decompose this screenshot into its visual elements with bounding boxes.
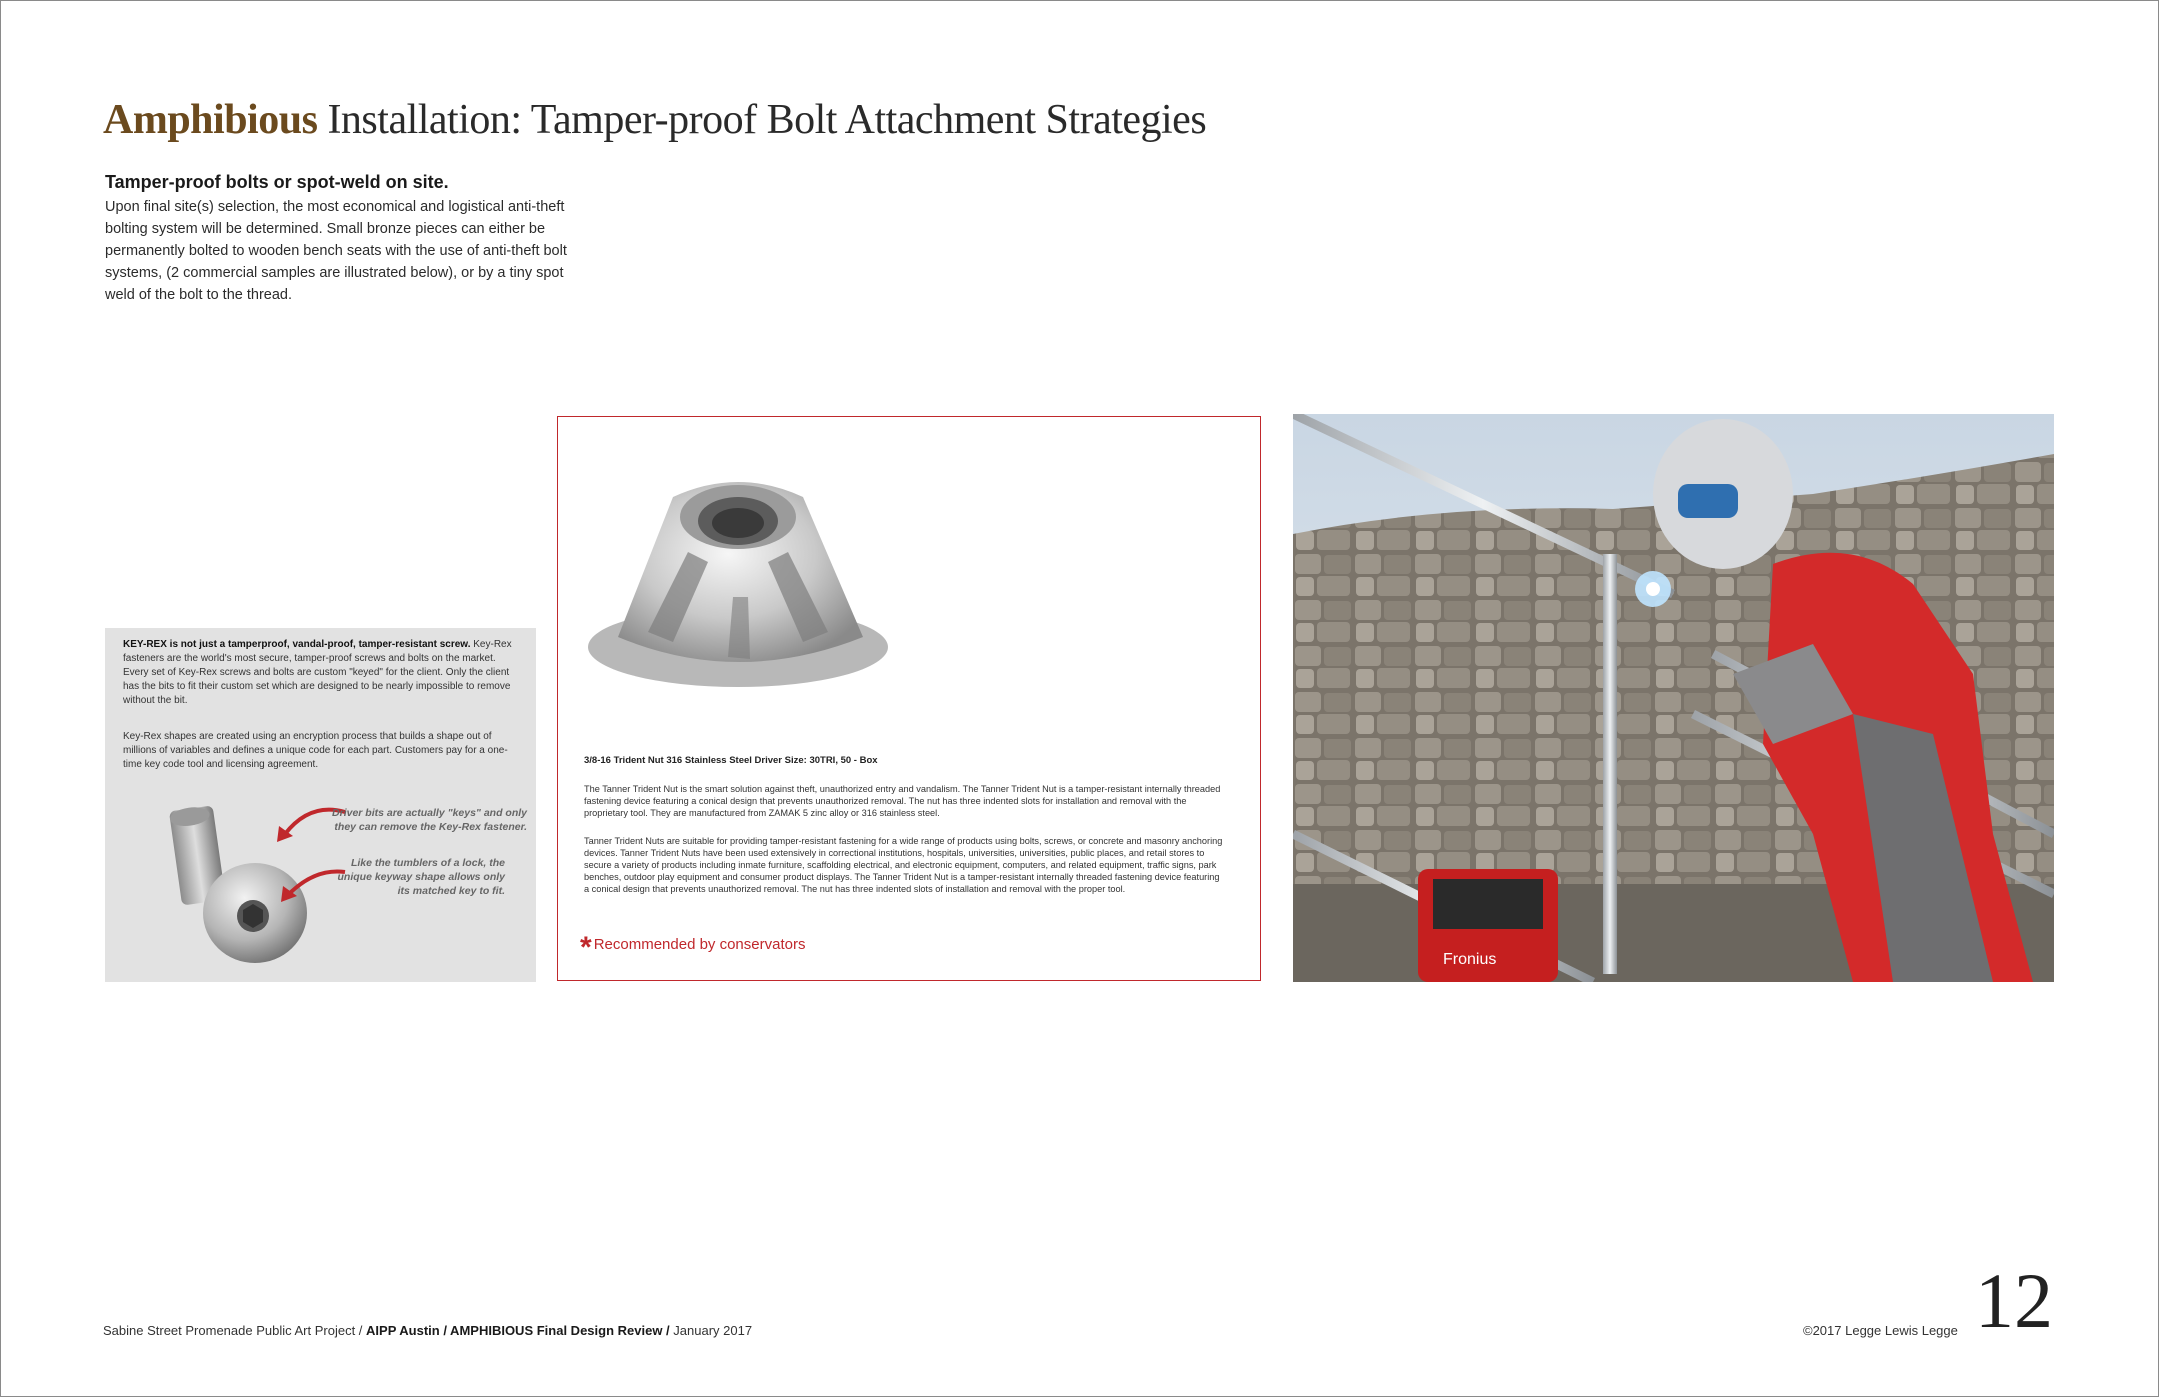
footer-date: January 2017	[669, 1323, 753, 1338]
welding-photo-illustration	[1293, 414, 2054, 982]
keyrex-lead: KEY-REX is not just a tamperproof, vandal-proof, tamper-resistant screw.	[123, 639, 471, 650]
recommended-note	[580, 931, 805, 965]
keyrex-paragraph-1	[111, 638, 530, 708]
footer-project: Sabine Street Promenade Public Art Project /	[103, 1323, 367, 1338]
page-number: 12	[1975, 1257, 2053, 1344]
title-brand: Amphibious	[103, 97, 318, 143]
trident-paragraph-1: The Tanner Trident Nut is the smart solution against theft, unauthorized entry and vandalism. The Tanner Trident Nut is a tamper-resistant internally threaded fastening device featuring a conical design that prevents unauthorized removal. The nut has three indented slots for installation and removal with the proprietary tool. They are manufactured from ZAMAK 5 zinc alloy or 316 stainless steel.	[584, 784, 1221, 818]
welding-photo	[1293, 414, 2054, 982]
recommended-text: Recommended by conservators	[593, 936, 806, 953]
footer-review: AIPP Austin / AMPHIBIOUS Final Design Review /	[366, 1323, 670, 1338]
footer-copyright: ©2017 Legge Lewis Legge	[1803, 1323, 1958, 1338]
machine-brand-label: Fronius	[1443, 951, 1497, 968]
intro-section	[105, 172, 585, 306]
keyrex-text-1: Key-Rex fasteners are the world's most secure, tamper-proof screws and bolts on the market. Every set of Key-Rex screws and bolts are custom "keyed" for the client. Only the client has the bits to fit their custom set which are designed to be nearly impossible to remove without the bit.	[123, 639, 512, 706]
recommended-asterisk: *	[580, 931, 592, 964]
footer-project-line	[103, 1323, 752, 1338]
intro-body: Upon final site(s) selection, the most economical and logistical anti-theft bolting system will be determined. Small bronze pieces can either be permanently bolted to wooden bench seats with the use of anti-theft bolt systems, (2 commercial samples are illustrated below), or by a tiny spot weld of the bolt to the thread.	[105, 199, 567, 303]
trident-caption: 3/8-16 Trident Nut 316 Stainless Steel Driver Size: 30TRI, 50 - Box	[584, 755, 878, 766]
keyrex-callout-1: Driver bits are actually "keys" and only they can remove the Key-Rex fastener.	[332, 807, 527, 833]
keyrex-paragraph-2: Key-Rex shapes are created using an encryption process that builds a shape out of millions of variables and defines a unique code for each part. Customers pay for a one-time key code tool and licensing agreement.	[123, 731, 508, 770]
keyrex-panel	[105, 628, 536, 982]
page-title	[103, 96, 1206, 144]
trident-nut-panel	[557, 416, 1261, 981]
intro-heading: Tamper-proof bolts or spot-weld on site.	[105, 172, 449, 192]
trident-paragraph-2: Tanner Trident Nuts are suitable for providing tamper-resistant fastening for a wide range of products using bolts, screws, or concrete and masonry anchoring devices. Tanner Trident Nuts have been used extensively in correctional institutions, hospitals, universities, universities, public places, and retail stores to secure a variety of products including inmate furniture, scaffolding electrical, and electronic equipment, computers, and related equipment, traffic signs, park benches, outdoor play equipment and consumer product displays. The Tanner Trident Nut is a tamper-resistant internally threaded fastening device featuring a conical design that prevents unauthorized removal. The nut has three indented slots of installation and removal with the proper tool.	[584, 836, 1223, 894]
keyrex-callout-2: Like the tumblers of a lock, the unique keyway shape allows only its matched key to fit.	[337, 857, 505, 897]
trident-nut-image	[578, 447, 898, 697]
title-rest: Installation: Tamper-proof Bolt Attachment Strategies	[327, 97, 1207, 143]
